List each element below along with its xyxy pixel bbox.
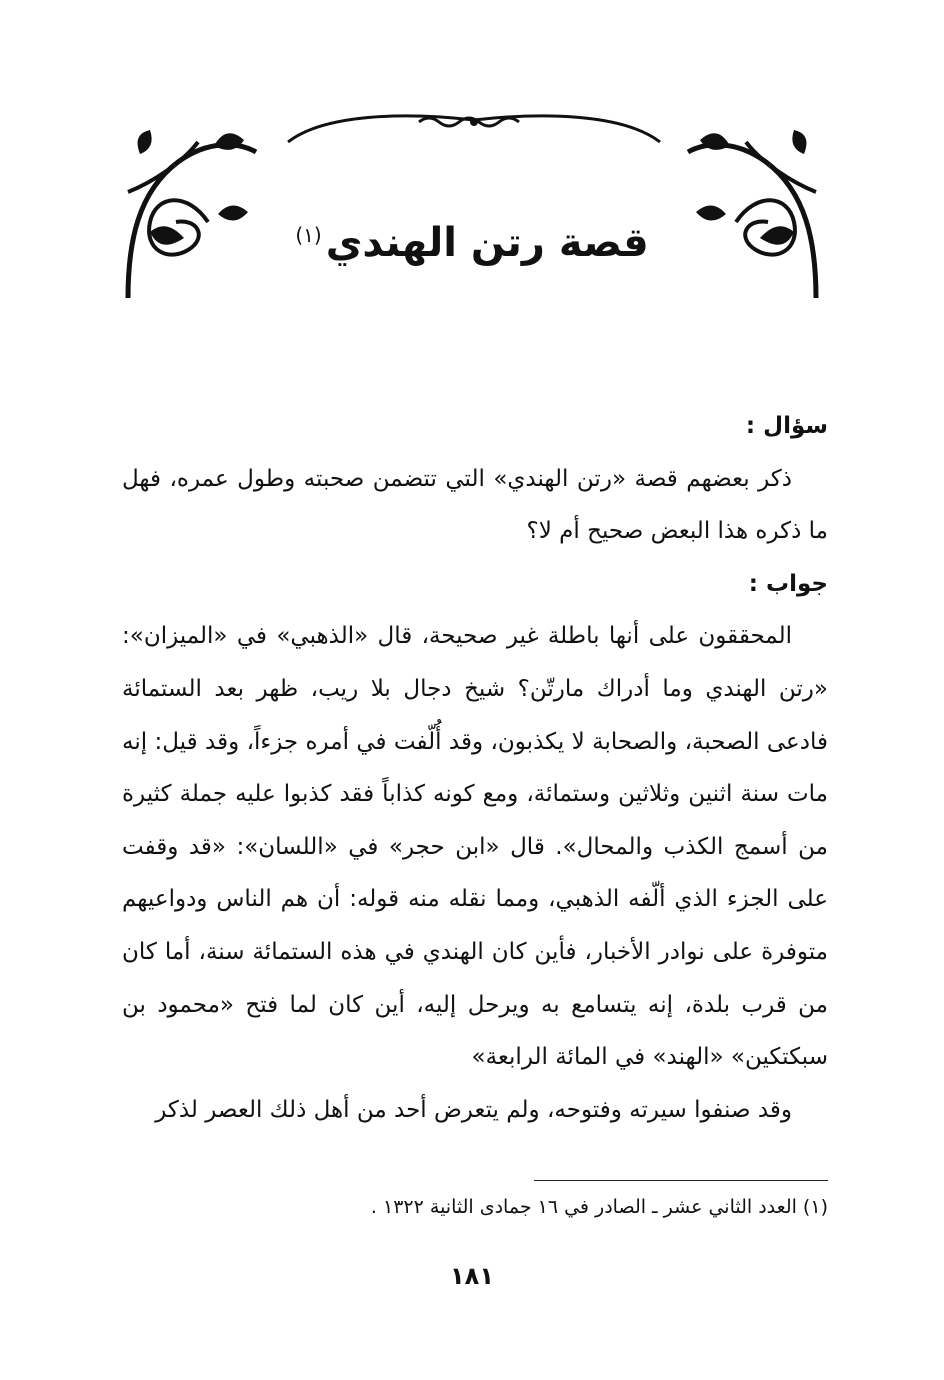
question-text: ذكر بعضهم قصة «رتن الهندي» التي تتضمن صحبته وطول عمره، فهل ما ذكره هذا البعض صحيح أم لا؟ bbox=[122, 465, 828, 545]
footnote: (١) العدد الثاني عشر ـ الصادر في ١٦ جمادى الثانية ١٣٢٢ . bbox=[370, 1196, 828, 1218]
answer-paragraph-1: المحققون على أنها باطلة غير صحيحة، قال «الذهبي» في «الميزان»: «رتن الهندي وما أدراك مارتّن؟ شيخ دجال بلا ريب، ظهر بعد الستمائة فادعى الصحبة، والصحابة لا يكذبون، وقد أُلّفت في أمره جزءاً، وقد قيل: إنه مات سنة اثنين وثلاثين وستمائة، ومع كونه كذاباً فقد كذبوا عليه جملة كثيرة من أسمج الكذب والمحال». قال «ابن حجر» في «اللسان»: «قد وقفت على الجزء الذي ألّفه الذهبي، ومما نقله منه قوله: أن هم الناس ودواعيهم متوفرة على نوادر الأخبار، فأين كان الهندي في هذه الستمائة سنة، أما كان من قرب بلدة، إنه يتسامع به ويرحل إليه، أين كان لما فتح «محمود بن سبكتكين» «الهند» في المائة الرابعة» bbox=[122, 623, 828, 1071]
chapter-title bbox=[0, 220, 944, 266]
article-body bbox=[122, 400, 828, 1136]
title-footnote-marker: (١) bbox=[295, 222, 322, 247]
page-number: ١٨١ bbox=[450, 1262, 494, 1290]
top-flourish-ornament bbox=[284, 104, 664, 146]
footnote-divider bbox=[534, 1180, 828, 1181]
chapter-title-text: قصة رتن الهندي bbox=[325, 220, 649, 266]
question-label: سؤال : bbox=[745, 413, 828, 439]
answer-paragraph-2: وقد صنفوا سيرته وفتوحه، ولم يتعرض أحد من أهل ذلك العصر لذكر bbox=[155, 1096, 792, 1123]
corner-ornament-left bbox=[118, 122, 268, 302]
corner-ornament-right bbox=[676, 122, 826, 302]
answer-label: جواب : bbox=[748, 570, 828, 597]
